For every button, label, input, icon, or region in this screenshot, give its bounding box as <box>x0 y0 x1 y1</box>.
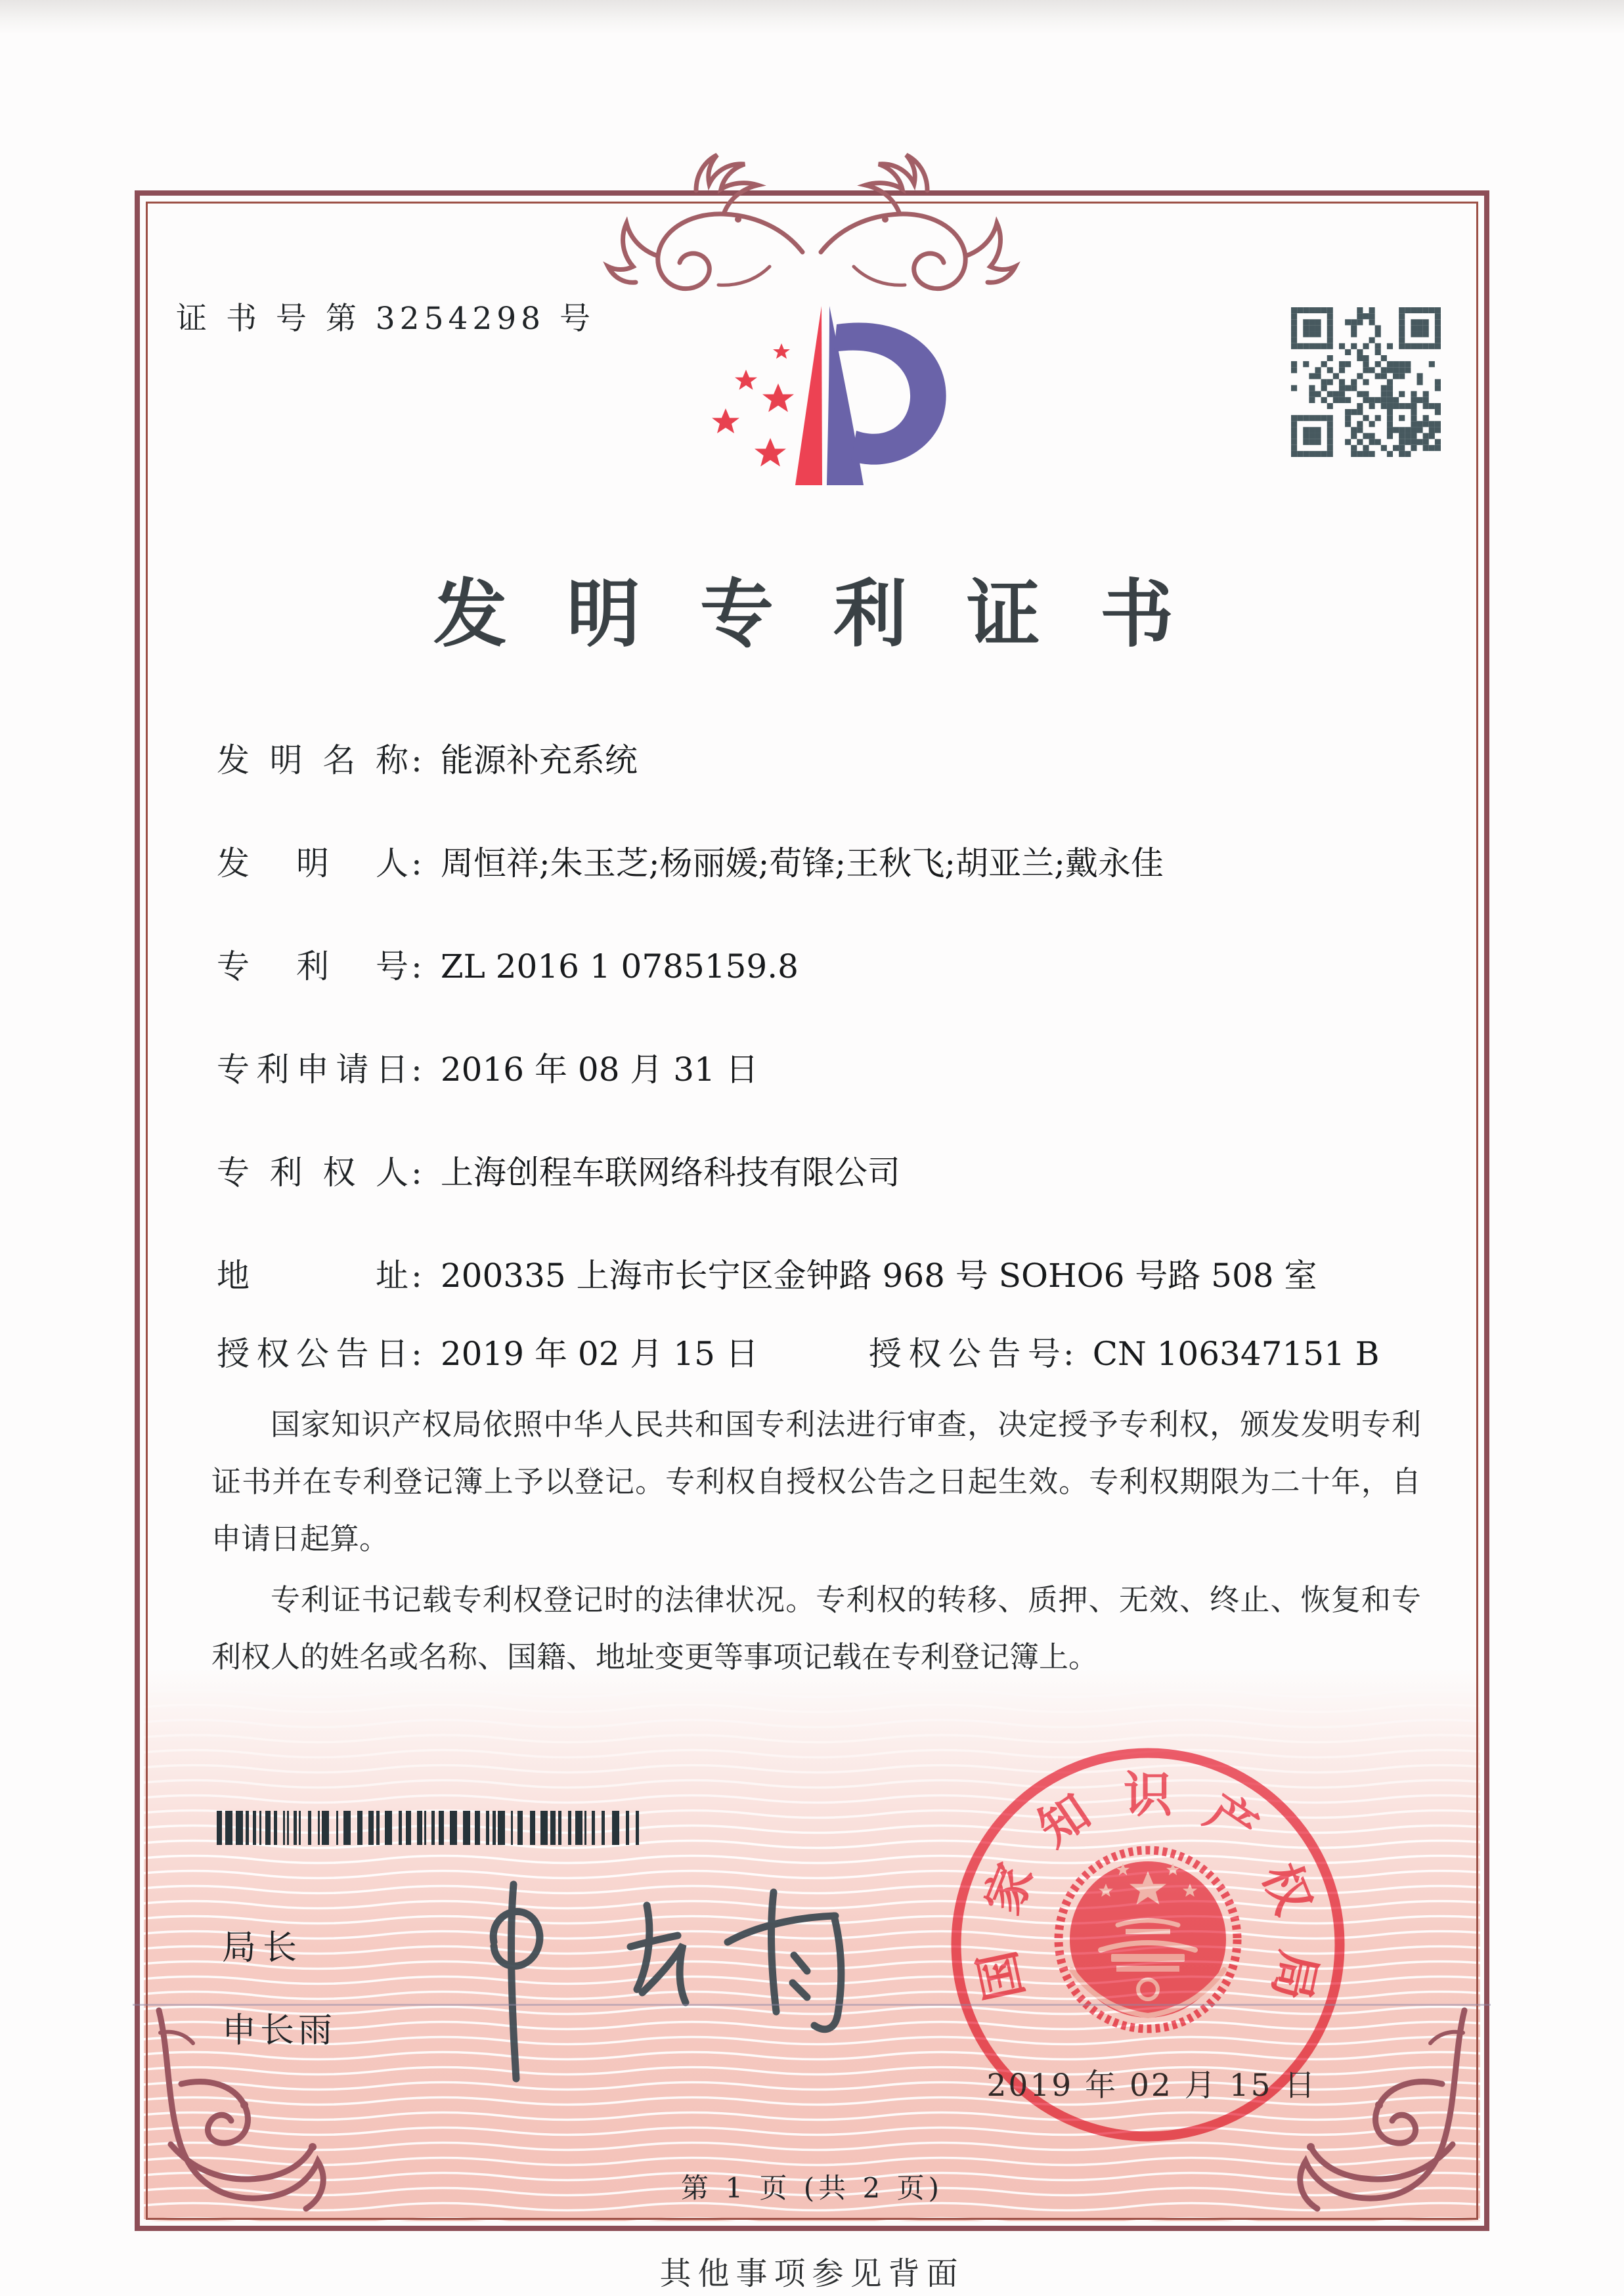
seal-char: 家 <box>974 1855 1045 1922</box>
field-label: 地址 <box>217 1257 408 1295</box>
legal-paragraphs <box>211 1396 1421 1689</box>
colon: : <box>411 1257 422 1295</box>
field-row <box>217 734 1432 837</box>
field-rows <box>217 734 1432 1353</box>
legal-paragraph-2: 专利证书记载专利权登记时的法律状况。专利权的转移、质押、无效、终止、恢复和专利权人的姓名或名称、国籍、地址变更等事项记载在专利登记簿上。 <box>211 1582 1421 1674</box>
colon: : <box>411 1335 422 1373</box>
colon: : <box>411 1154 422 1192</box>
seal-char: 局 <box>1262 1945 1327 2006</box>
field-value: 2016 年 08 月 31 日 <box>440 1051 758 1089</box>
barcode <box>217 1811 644 1845</box>
field-value: ZL 2016 1 0785159.8 <box>440 947 799 986</box>
official-seal <box>931 1728 1365 2161</box>
certificate-number: 证 书 号 第 3254298 号 <box>176 301 596 337</box>
seal-date: 2019 年 02 月 15 日 <box>986 2068 1317 2104</box>
national-emblem-icon <box>1059 1850 1237 2029</box>
grant-row <box>217 1328 1380 1375</box>
seal-char: 知 <box>1028 1783 1101 1858</box>
field-value: 周恒祥;朱玉芝;杨丽媛;荀锋;王秋飞;胡亚兰;戴永佳 <box>440 844 1164 882</box>
field-value: 上海创程车联网络科技有限公司 <box>440 1154 900 1192</box>
seal-char: 权 <box>1251 1855 1322 1922</box>
back-note: 其他事项参见背面 <box>659 2255 965 2292</box>
field-label: 发明名称 <box>217 741 408 779</box>
field-row <box>217 940 1432 1043</box>
colon: : <box>411 741 422 779</box>
cnipa-logo-icon <box>665 282 973 509</box>
signature-script <box>433 1858 906 2108</box>
seal-char: 产 <box>1195 1783 1267 1858</box>
grant-date-value: 2019 年 02 月 15 日 <box>440 1335 758 1373</box>
field-row <box>217 1043 1432 1146</box>
field-label: 专利号 <box>217 947 408 986</box>
scan-artifact-line <box>133 2004 1491 2006</box>
scan-edge-shadow <box>0 0 1624 34</box>
legal-paragraph-1: 国家知识产权局依照中华人民共和国专利法进行审查，决定授予专利权，颁发发明专利证书并在专利登记簿上予以登记。专利权自授权公告之日起生效。专利权期限为二十年，自申请日起算。 <box>211 1407 1421 1556</box>
officer-name: 申长雨 <box>222 2011 337 2050</box>
seal-char: 识 <box>1124 1767 1172 1823</box>
field-label: 专利权人 <box>217 1154 408 1192</box>
dragon-ornament-icon <box>542 148 1081 301</box>
colon: : <box>411 844 422 882</box>
colon: : <box>411 1051 422 1089</box>
officer-title: 局长 <box>222 1928 304 1968</box>
field-row <box>217 837 1432 940</box>
colon: : <box>411 947 422 986</box>
field-value: 能源补充系统 <box>440 741 638 779</box>
grant-no-label: 授权公告号 <box>868 1335 1061 1373</box>
field-label: 专利申请日 <box>217 1051 408 1089</box>
grant-no-value: CN 106347151 B <box>1092 1335 1380 1373</box>
field-label: 发明人 <box>217 844 408 882</box>
qr-code <box>1291 307 1441 457</box>
seal-char: 国 <box>969 1945 1034 2006</box>
field-value: 200335 上海市长宁区金钟路 968 号 SOHO6 号路 508 室 <box>440 1257 1317 1295</box>
certificate-title: 发 明 专 利 证 书 <box>433 571 1191 657</box>
colon: : <box>1063 1335 1074 1373</box>
page-number: 第 1 页 (共 2 页) <box>681 2172 943 2204</box>
field-row <box>217 1146 1432 1249</box>
grant-date-label: 授权公告日 <box>217 1335 408 1373</box>
